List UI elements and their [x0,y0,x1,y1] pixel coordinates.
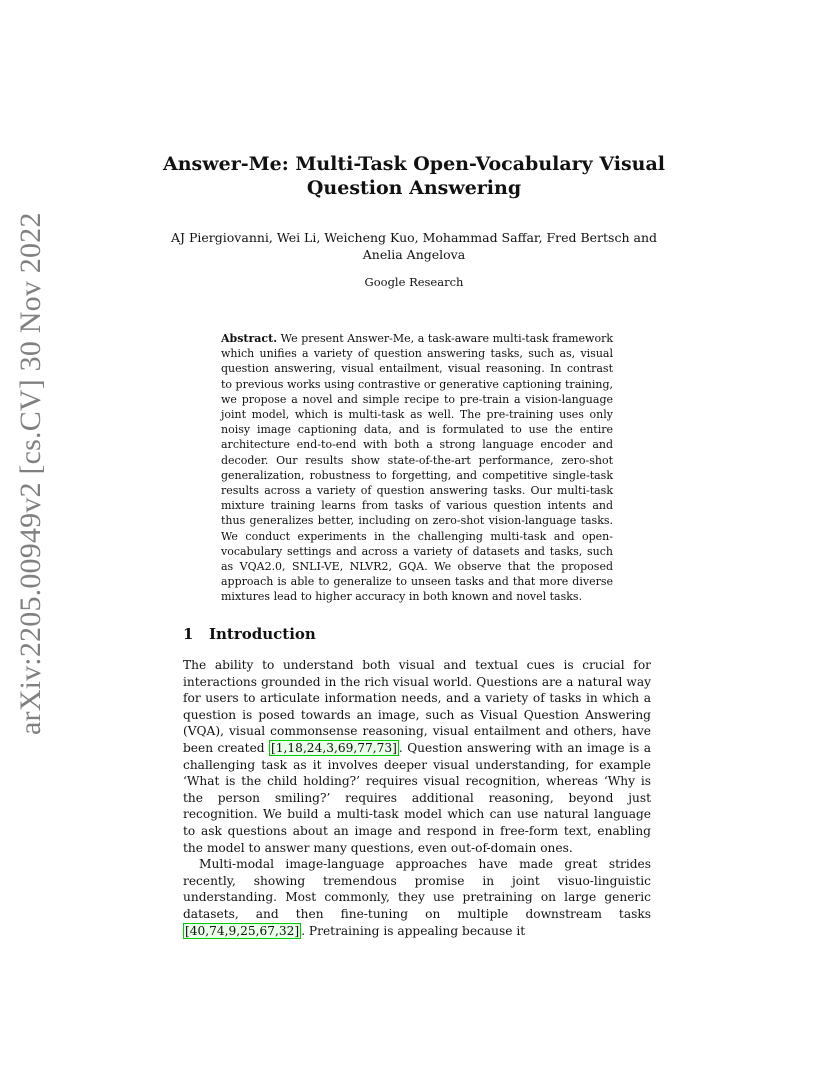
intro-paragraph-1 [183,657,651,856]
introduction-body [183,657,651,939]
paper-title: Answer-Me: Multi-Task Open-Vocabulary Visual Question Answering [163,153,665,199]
section-heading-introduction [183,624,653,644]
arxiv-identifier: arXiv:2205.00949v2 [cs.CV] 30 Nov 2022 [14,212,47,735]
citation-link[interactable]: [1,18,24,3,69,77,73] [271,740,397,755]
intro-paragraph-2 [183,856,651,939]
paragraph-text: . Pretraining is appealing because it [301,923,526,938]
paragraph-text: The ability to understand both visual and textual cues is crucial for interactions grounded in the rich visual world. Questions are a natural way for users to articulate information needs, and a variety of tasks in which a question is posed towards an image, such as Visual Question Answering (VQA), visual commonsense reasoning, visual entailment and others, have been created [183,658,651,755]
paper-affiliation: Google Research [364,275,464,289]
paper-authors: AJ Piergiovanni, Wei Li, Weicheng Kuo, Mohammad Saffar, Fred Bertsch and Anelia Angelova [170,230,657,262]
section-number: 1 [183,625,194,643]
abstract-label: Abstract. [221,332,278,345]
abstract [221,331,613,605]
abstract-text: We present Answer-Me, a task-aware multi-task framework which unifies a variety of question answering tasks, such as, visual question answering, visual entailment, visual reasoning. In contrast to previous works using contrastive or generative captioning training, we propose a novel and simple recipe to pre-train a vision-language joint model, which is multi-task as well. The pre-training uses only noisy image captioning data, and is formulated to use the entire architecture end-to-end with both a strong language encoder and decoder. Our results show state-of-the-art performance, zero-shot generalization, robustness to forgetting, and competitive single-task results across a variety of question answering tasks. Our multi-task mixture training learns from tasks of various question intents and thus generalizes better, including on zero-shot vision-language tasks. We conduct experiments in the challenging multi-task and open-vocabulary settings and across a variety of datasets and tasks, such as VQA2.0, SNLI-VE, NLVR2, GQA. We observe that the proposed approach is able to generalize to unseen tasks and that more diverse mixtures lead to higher accuracy in both known and novel tasks. [221,332,614,604]
citation-link[interactable]: [40,74,9,25,67,32] [185,923,300,938]
paragraph-text: Multi-modal image-language approaches have made great strides recently, showing tremendous promise in joint visuo-linguistic understanding. Most commonly, they use pretraining on large generic datasets, and then fine-tuning on multiple downstream tasks [183,857,651,921]
section-title: Introduction [209,625,316,643]
paragraph-text: . Question answering with an image is a challenging task as it involves deeper visual understanding, for example ‘What is the child holding?’ requires visual recognition, whereas ‘Why is the person smiling?’ requires additional reasoning, beyond just recognition. We build a multi-task model which can use natural language to ask questions about an image and respond in free-form text, enabling the model to answer many questions, even out-of-domain ones. [183,740,651,855]
